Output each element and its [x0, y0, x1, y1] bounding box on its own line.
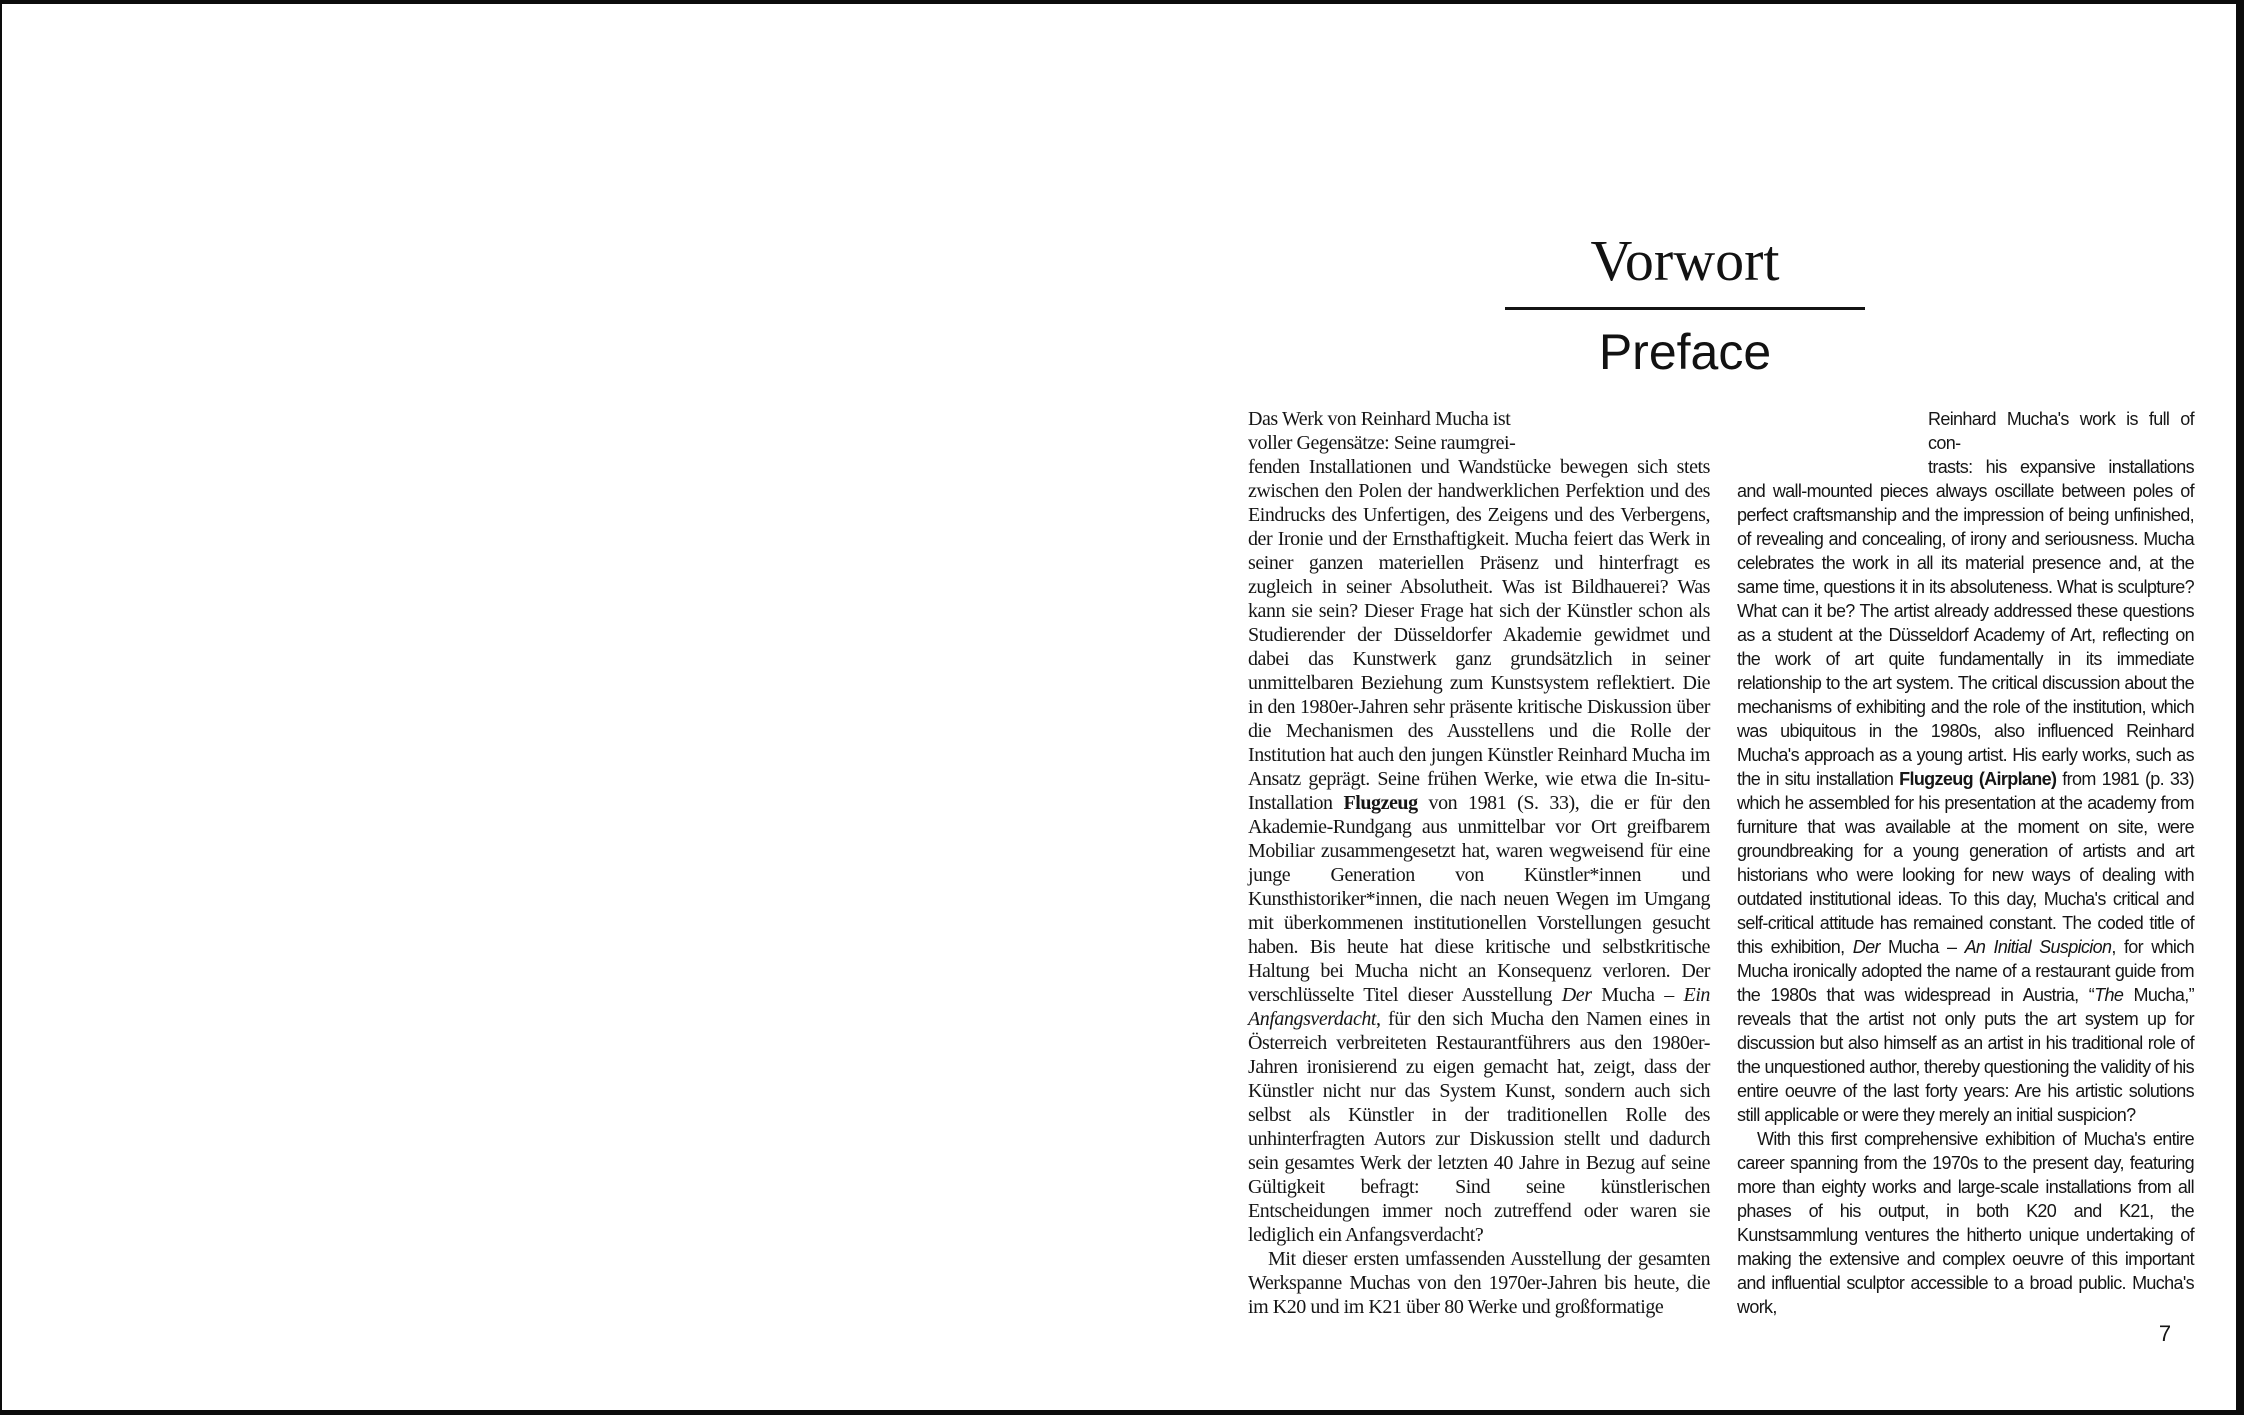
german-paragraph-2: Mit dieser ersten umfassenden Ausstellung der gesamten Werkspanne Muchas von den 1970er-Jahren bis heute, die im K20 und im K21 über 80 Werke und großformatige: [1248, 1248, 1710, 1318]
title-block: [1505, 228, 1865, 380]
page-number: 7: [2158, 1321, 2172, 1346]
english-intro-lines: Reinhard Mucha's work is full of con- trasts: his expansive installations: [1928, 409, 2194, 477]
page-title-english: Preface: [1598, 324, 1772, 380]
english-paragraph-1: and wall-mounted pieces always oscillate between poles of perfect craftsmanship and the impression of being unfinished, of revealing and concealing, of irony and seriousness. Mucha celebrates the work in all its material presence and, at the same time, questions it in its absoluteness. What is sculpture? What can it be? The artist already addressed these questions as a student at the Düsseldorf Academy of Art, reflecting on the work of art quite fundamentally in its immediate relationship to the art system. The critical discussion about the mechanisms of exhibiting and the role of the institution, which was ubiquitous in the 1980s, also influenced Reinhard Mucha's approach as a young artist. His early works, such as the in situ installation Flugzeug (Airplane) from 1981 (p. 33) which he assembled for his presentation at the academy from furniture that was available at the moment on site, were groundbreaking for a young generation of artists and art historians who were looking for new ways of dealing with outdated institutional ideas. To this day, Mucha's critical and self-critical attitude has remained constant. The coded title of this exhibition, Der Mucha – An Initial Suspicion, for which Mucha ironically adopted the name of a restaurant guide from the 1980s that was widespread in Austria, “The Mucha,” reveals that the artist not only puts the art system up for discussion but also himself as an artist in his traditional role of the unquestioned author, thereby questioning the validity of his entire oeuvre of the last forty years: Are his artistic solutions still applicable or were they merely an initial suspicion?: [1737, 481, 2194, 1125]
title-divider-line: [1505, 307, 1865, 310]
english-text-column: [1737, 407, 2194, 1319]
page-title-german: Vorwort: [1590, 228, 1780, 293]
english-paragraph-2: With this first comprehensive exhibition of Mucha's entire career spanning from the 1970s to the present day, featuring more than eighty works and large-scale installations from all phases of his output, in both K20 and K21, the Kunstsammlung ventures the hitherto unique undertaking of making the extensive and complex oeuvre of this important and influential sculptor accessible to a broad public. Mucha's work,: [1737, 1129, 2194, 1317]
german-intro-lines: Das Werk von Reinhard Mucha ist voller Gegensätze: Seine raumgrei-: [1248, 408, 1516, 454]
book-page: [2, 4, 2236, 1410]
german-paragraph-1: fenden Installationen und Wandstücke bewegen sich stets zwischen den Polen der handwerklichen Perfektion und des Eindrucks des Unfertigen, des Zeigens und des Verbergens, der Ironie und der Ernsthaftigkeit. Mucha feiert das Werk in seiner ganzen materiellen Präsenz und hinterfragt es zugleich in seiner Absolutheit. Was ist Bildhauerei? Was kann sie sein? Dieser Frage hat sich der Künstler schon als Studierender der Düsseldorfer Akademie gewidmet und dabei das Kunstwerk ganz grundsätzlich in seiner unmittelbaren Beziehung zum Kunstsystem reflektiert. Die in den 1980er-Jahren sehr präsente kritische Diskussion über die Mechanismen des Ausstellens und die Rolle der Institution hat auch den jungen Künstler Reinhard Mucha im Ansatz geprägt. Seine frühen Werke, wie etwa die In-situ-Installation Flugzeug von 1981 (S. 33), die er für den Akademie-Rundgang aus unmittelbar vor Ort greifbarem Mobiliar zusammengesetzt hat, waren wegweisend für eine junge Generation von Künstler*innen und Kunsthistoriker*innen, die nach neuen Wegen im Umgang mit überkommenen institutionellen Vorstellungen gesucht haben. Bis heute hat diese kritische und selbstkritische Haltung bei Mucha nicht an Konsequenz verloren. Der verschlüsselte Titel dieser Ausstellung Der Mucha – Ein Anfangsverdacht, für den sich Mucha den Namen eines in Österreich verbreiteten Restaurantführers aus den 1980er-Jahren ironisierend zu eigen gemacht hat, zeigt, dass der Künstler nicht nur das System Kunst, sondern auch sich selbst als Künstler in der traditionellen Rolle des unhinterfragten Autors zur Diskussion stellt und dadurch sein gesamtes Werk der letzten 40 Jahre in Bezug auf seine Gültigkeit befragt: Sind seine künstlerischen Entscheidungen immer noch zutreffend oder waren sie lediglich ein Anfangsverdacht?: [1248, 456, 1711, 1246]
german-text-column: [1248, 407, 1710, 1319]
